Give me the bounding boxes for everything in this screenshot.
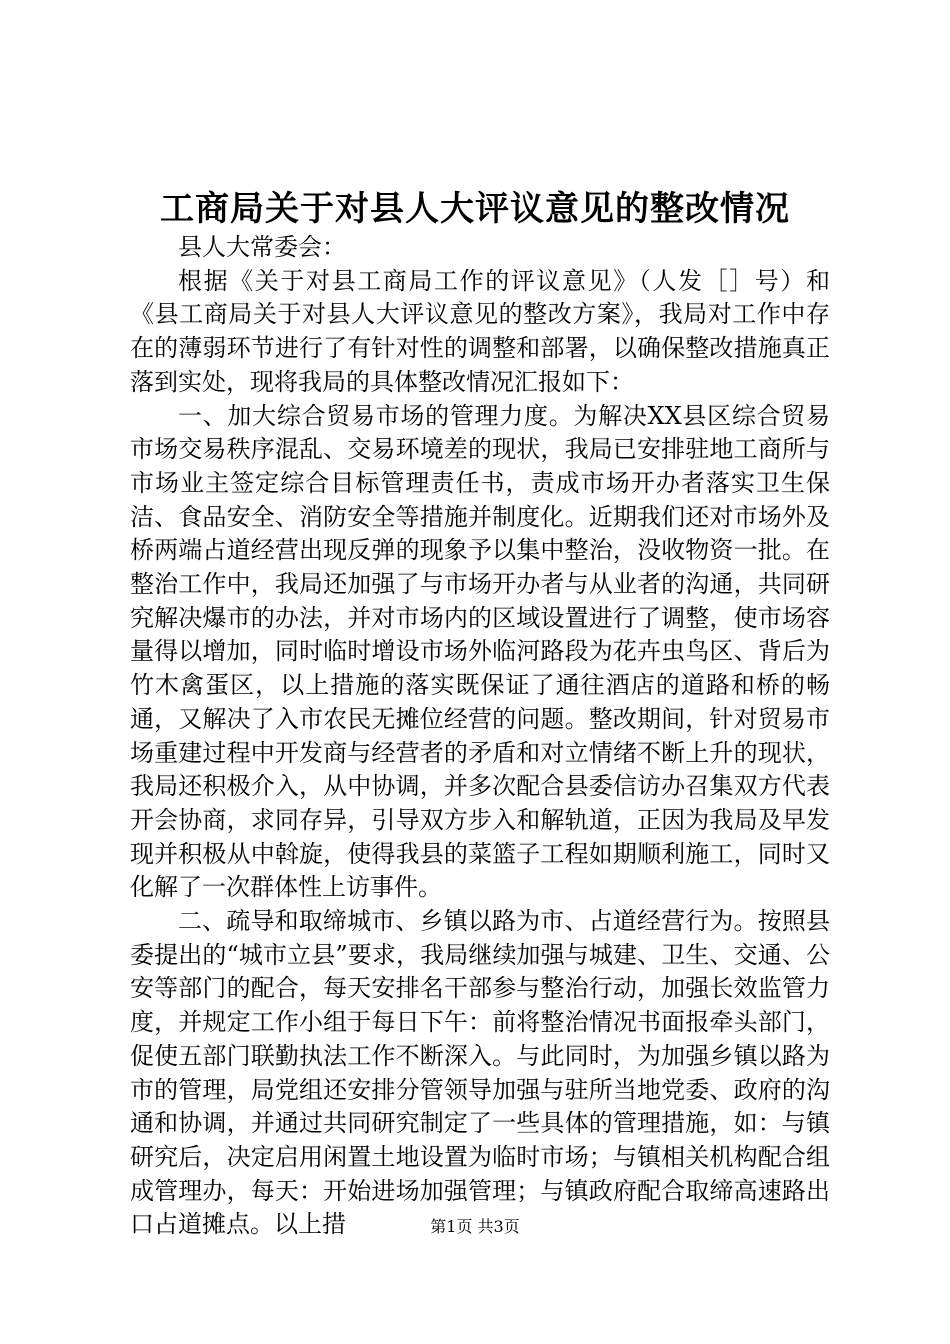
paragraph-section-one: 一、加大综合贸易市场的管理力度。为解决XX县区综合贸易市场交易秩序混乱、交易环境差的现状，我局已安排驻地工商所与市场业主签定综合目标管理责任书，责成市场开办者落实卫生保洁、食品安全、消防安全等措施并制度化。近期我们还对市场外及桥两端占道经营出现反弹的现象予以集中整治，没收物资一批。在整治工作中，我局还加强了与市场开办者与从业者的沟通，共同研究解决爆市的办法，并对市场内的区域设置进行了调整，使市场容量得以增加，同时临时增设市场外临河路段为花卉虫鸟区、背后为竹木禽蛋区，以上措施的落实既保证了通往酒店的道路和桥的畅通，又解决了入市农民无摊位经营的问题。整改期间，针对贸易市场重建过程中开发商与经营者的矛盾和对立情绪不断上升的现状，我局还积极介入，从中协调，并多次配合县委信访办召集双方代表开会协商，求同存异，引导双方步入和解轨道，正因为我局及早发现并积极从中斡旋，使得我县的菜篮子工程如期顺利施工，同时又化解了一次群体性上访事件。 [130,401,830,902]
document-title: 工商局关于对县人大评议意见的整改情况 [160,189,790,229]
page-footer: 第1页 共3页 [430,1217,520,1236]
paragraph-section-two: 二、疏导和取缔城市、乡镇以路为市、占道经营行为。按照县委提出的“城市立县”要求，我局继续加强与城建、卫生、交通、公安等部门的配合，每天安排名干部参与整治行动，加强长效监管力度，并规定工作小组于每日下午：前将整治情况书面报牵头部门，促使五部门联勤执法工作不断深入。与此同时，为加强乡镇以路为市的管理，局党组还安排分管领导加强与驻所当地党委、政府的沟通和协调，并通过共同研究制定了一些具体的管理措施，如：与镇研究后，决定启用闲置土地设置为临时市场；与镇相关机构配合组成管理办，每天：开始进场加强管理；与镇政府配合取缔高速路出口占道摊点。以上措 [130,907,830,1239]
salutation: 县人大常委会： [178,233,346,261]
document-body [130,231,830,1242]
paragraph-intro: 根据《关于对县工商局工作的评议意见》（人发［］号）和《县工商局关于对县人大评议意见的整改方案》，我局对工作中存在的薄弱环节进行了有针对性的调整和部署，以确保整改措施真正落到实处，现将我局的具体整改情况汇报如下： [130,266,830,396]
